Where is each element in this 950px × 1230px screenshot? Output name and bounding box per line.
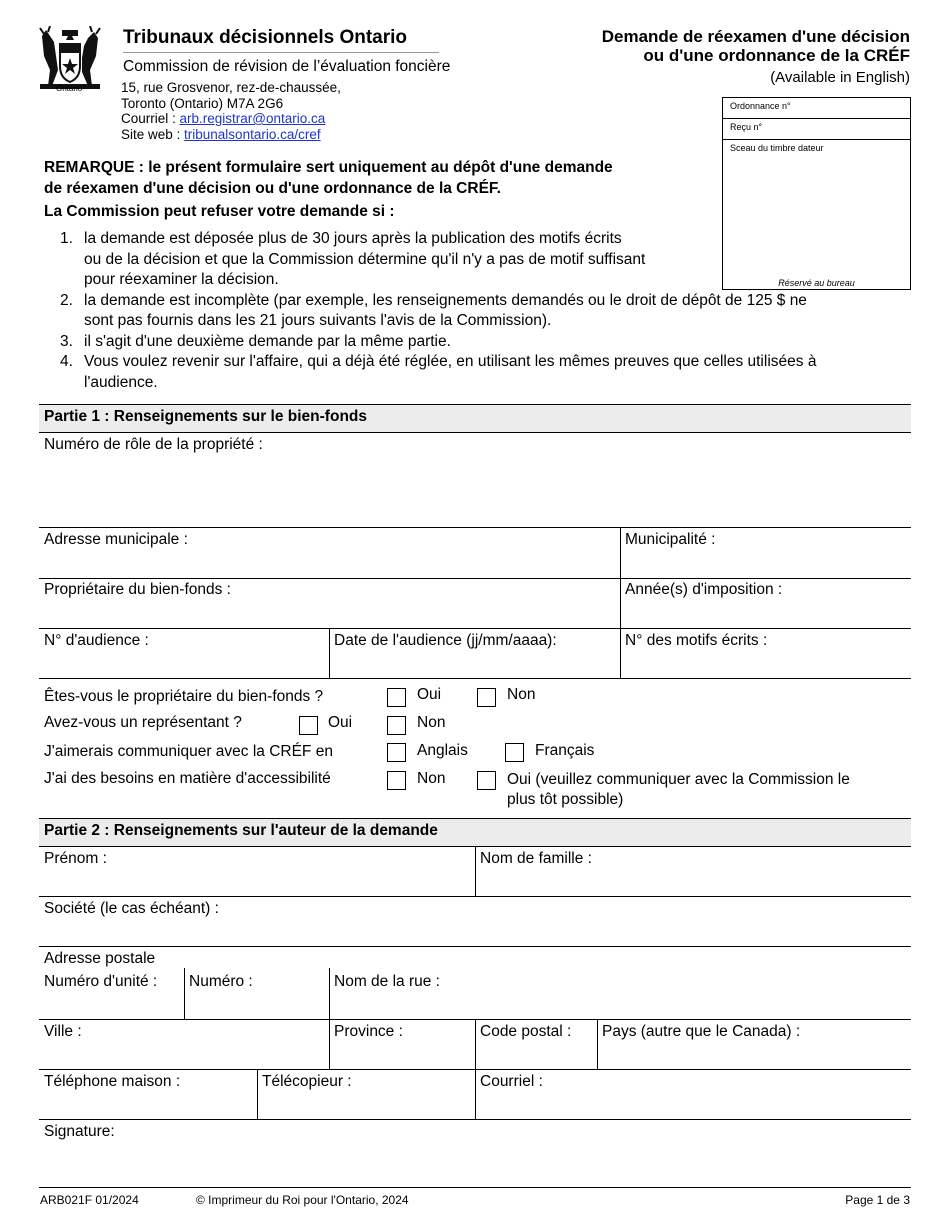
refusal-item xyxy=(60,229,816,291)
home-phone-label: Téléphone maison : xyxy=(44,1073,181,1090)
refusal-item-text xyxy=(84,229,645,291)
divider xyxy=(39,578,911,579)
lang-french-label: Français xyxy=(535,742,595,759)
divider xyxy=(39,1069,911,1070)
roll-number-label: Numéro de rôle de la propriété : xyxy=(44,436,263,453)
contact-address xyxy=(121,80,341,142)
hearing-number-label: N° d'audience : xyxy=(44,632,149,649)
access-yes-label xyxy=(507,770,850,810)
language-question: J'aimerais communiquer avec la CRÉF en xyxy=(44,743,333,760)
refusal-item xyxy=(60,291,816,332)
owner-yes-checkbox[interactable] xyxy=(387,688,406,707)
refusal-item-number: 4. xyxy=(60,353,73,370)
web-row xyxy=(121,127,341,143)
country-field[interactable] xyxy=(602,1044,907,1067)
email-label: Courriel : xyxy=(121,111,180,126)
divider xyxy=(39,527,911,528)
rep-no-label: Non xyxy=(417,714,446,731)
lang-english-label: Anglais xyxy=(417,742,468,759)
form-code: ARB021F 01/2024 xyxy=(40,1193,139,1207)
ontario-coat-of-arms-logo xyxy=(36,26,104,92)
hearing-date-field[interactable] xyxy=(334,653,614,676)
refusal-item-line: la demande est déposée plus de 30 jours après la publication des motifs écrits xyxy=(84,230,622,247)
lang-french-checkbox[interactable] xyxy=(505,743,524,762)
title-divider xyxy=(123,52,439,53)
email-row xyxy=(121,111,341,127)
home-phone-field[interactable] xyxy=(44,1094,252,1117)
owner-field[interactable] xyxy=(44,602,614,626)
street-number-label: Numéro : xyxy=(189,973,253,990)
first-name-label: Prénom : xyxy=(44,850,107,867)
divider xyxy=(39,628,911,629)
tax-years-label: Année(s) d'imposition : xyxy=(625,581,783,598)
refusal-item-number: 3. xyxy=(60,332,73,350)
form-title-line1: Demande de réexamen d'une décision xyxy=(601,27,910,46)
municipal-address-field[interactable] xyxy=(44,552,614,576)
notice-remark xyxy=(44,157,613,199)
hearing-number-field[interactable] xyxy=(44,653,324,676)
email-label: Courriel : xyxy=(480,1073,543,1090)
access-yes-line1: Oui (veuillez communiquer avec la Commission le xyxy=(507,771,850,788)
org-subtitle: Commission de révision de l’évaluation foncière xyxy=(123,58,451,75)
order-number-field: Ordonnance n° xyxy=(723,98,910,119)
municipal-address-label: Adresse municipale : xyxy=(44,531,188,548)
divider xyxy=(39,896,911,897)
refusal-item-number: 2. xyxy=(60,291,73,309)
form-title xyxy=(602,27,910,65)
part2-header: Partie 2 : Renseignements sur l'auteur de la demande xyxy=(39,818,911,847)
fax-label: Télécopieur : xyxy=(262,1073,352,1090)
refusal-item-text xyxy=(84,291,807,332)
available-in-english: (Available in English) xyxy=(770,69,910,86)
last-name-label: Nom de famille : xyxy=(480,850,592,867)
company-label: Société (le cas échéant) : xyxy=(44,900,219,917)
form-title-line2: ou d'une ordonnance de la CRÉF xyxy=(643,46,910,65)
access-no-checkbox[interactable] xyxy=(387,771,406,790)
address-line1: 15, rue Grosvenor, rez-de-chaussée, xyxy=(121,80,341,95)
fax-field[interactable] xyxy=(262,1094,470,1117)
province-field[interactable] xyxy=(334,1044,470,1067)
owner-question: Êtes-vous le propriétaire du bien-fonds ? xyxy=(44,688,324,705)
refusal-item-text xyxy=(84,352,816,393)
refusal-heading: La Commission peut refuser votre demande si : xyxy=(44,203,395,220)
access-yes-checkbox[interactable] xyxy=(477,771,496,790)
refusal-item-line: sont pas fournis dans les 21 jours suivants l'avis de la Commission). xyxy=(84,312,552,329)
roll-number-field[interactable] xyxy=(44,460,904,524)
footer-divider xyxy=(39,1187,911,1188)
date-stamp-area: Sceau du timbre dateur xyxy=(730,143,824,153)
owner-yes-label: Oui xyxy=(417,686,442,703)
logo-caption: Ontario xyxy=(56,84,83,93)
org-title: Tribunaux décisionnels Ontario xyxy=(123,27,407,48)
refusal-item-line: l'audience. xyxy=(84,373,158,391)
first-name-field[interactable] xyxy=(44,871,469,894)
divider xyxy=(184,968,185,1019)
signature-label: Signature: xyxy=(44,1123,115,1140)
access-yes-line2: plus tôt possible) xyxy=(507,791,624,808)
owner-label: Propriétaire du bien-fonds : xyxy=(44,581,231,598)
street-name-label: Nom de la rue : xyxy=(334,973,440,990)
lang-english-checkbox[interactable] xyxy=(387,743,406,762)
representative-question: Avez-vous un représentant ? xyxy=(44,714,242,731)
reasons-number-field[interactable] xyxy=(625,653,907,676)
refusal-item-number: 1. xyxy=(60,230,73,247)
rep-yes-label: Oui xyxy=(328,714,353,731)
accessibility-question: J'ai des besoins en matière d'accessibilité xyxy=(44,770,331,787)
reasons-number-label: N° des motifs écrits : xyxy=(625,632,768,649)
divider xyxy=(597,1019,598,1069)
refusal-item-text xyxy=(84,332,451,353)
postal-code-label: Code postal : xyxy=(480,1023,572,1040)
office-use-caption: Réservé au bureau xyxy=(778,278,855,288)
divider xyxy=(257,1069,258,1120)
web-label: Site web : xyxy=(121,126,185,142)
refusal-item-line: pour réexaminer la décision. xyxy=(84,271,279,288)
refusal-item-line: ou de la décision et que la Commission détermine qu'il n'y a pas de motif suffisant xyxy=(84,250,646,268)
notice-line1: REMARQUE : le présent formulaire sert uniquement au dépôt d'une demande xyxy=(44,159,613,176)
page-number: Page 1 de 3 xyxy=(845,1193,910,1207)
rep-yes-checkbox[interactable] xyxy=(299,716,318,735)
refusal-list xyxy=(60,229,816,393)
refusal-item xyxy=(60,352,816,393)
refusal-item-line: la demande est incomplète (par exemple, les renseignements demandés ou le droit de dépôt de 125 $ ne xyxy=(84,291,807,309)
part1-header: Partie 1 : Renseignements sur le bien-fonds xyxy=(39,404,911,433)
municipality-field[interactable] xyxy=(625,552,907,576)
unit-number-field[interactable] xyxy=(44,994,179,1017)
street-number-field[interactable] xyxy=(189,994,324,1017)
refusal-item-line: il s'agit d'une deuxième demande par la même partie. xyxy=(84,332,451,350)
divider xyxy=(39,1119,911,1120)
email-field[interactable] xyxy=(480,1094,907,1117)
website-link[interactable]: tribunalsontario.ca/cref xyxy=(184,126,321,142)
city-field[interactable] xyxy=(44,1044,324,1067)
refusal-item xyxy=(60,332,816,353)
signature-field[interactable] xyxy=(44,1144,907,1182)
rep-no-checkbox[interactable] xyxy=(387,716,406,735)
access-no-label: Non xyxy=(417,770,446,787)
postal-code-field[interactable] xyxy=(480,1044,592,1067)
address-line2: Toronto (Ontario) M7A 2G6 xyxy=(121,95,284,111)
mailing-address-label: Adresse postale xyxy=(44,950,156,967)
municipality-label: Municipalité : xyxy=(625,531,716,548)
province-label: Province : xyxy=(334,1023,403,1040)
owner-no-label: Non xyxy=(507,686,536,703)
receipt-number-field: Reçu n° xyxy=(723,119,910,140)
divider xyxy=(475,846,476,896)
unit-number-label: Numéro d'unité : xyxy=(44,973,158,990)
notice-line2: de réexamen d'une décision ou d'une ordonnance de la CRÉF. xyxy=(44,180,501,197)
refusal-item-line: Vous voulez revenir sur l'affaire, qui a déjà été réglée, en utilisant les mêmes preuves que celles utilisées à xyxy=(84,353,817,370)
city-label: Ville : xyxy=(44,1023,82,1040)
email-link[interactable]: arb.registrar@ontario.ca xyxy=(179,111,326,126)
last-name-field[interactable] xyxy=(480,871,907,894)
owner-no-checkbox[interactable] xyxy=(477,688,496,707)
country-label: Pays (autre que le Canada) : xyxy=(602,1023,801,1040)
divider xyxy=(329,628,330,678)
divider xyxy=(620,527,621,678)
street-name-field[interactable] xyxy=(334,994,907,1017)
divider xyxy=(39,946,911,947)
divider xyxy=(39,678,911,679)
tax-years-field[interactable] xyxy=(625,602,907,626)
copyright: © Imprimeur du Roi pour l'Ontario, 2024 xyxy=(196,1193,409,1207)
hearing-date-label: Date de l'audience (jj/mm/aaaa): xyxy=(334,632,557,649)
company-field[interactable] xyxy=(44,921,907,944)
